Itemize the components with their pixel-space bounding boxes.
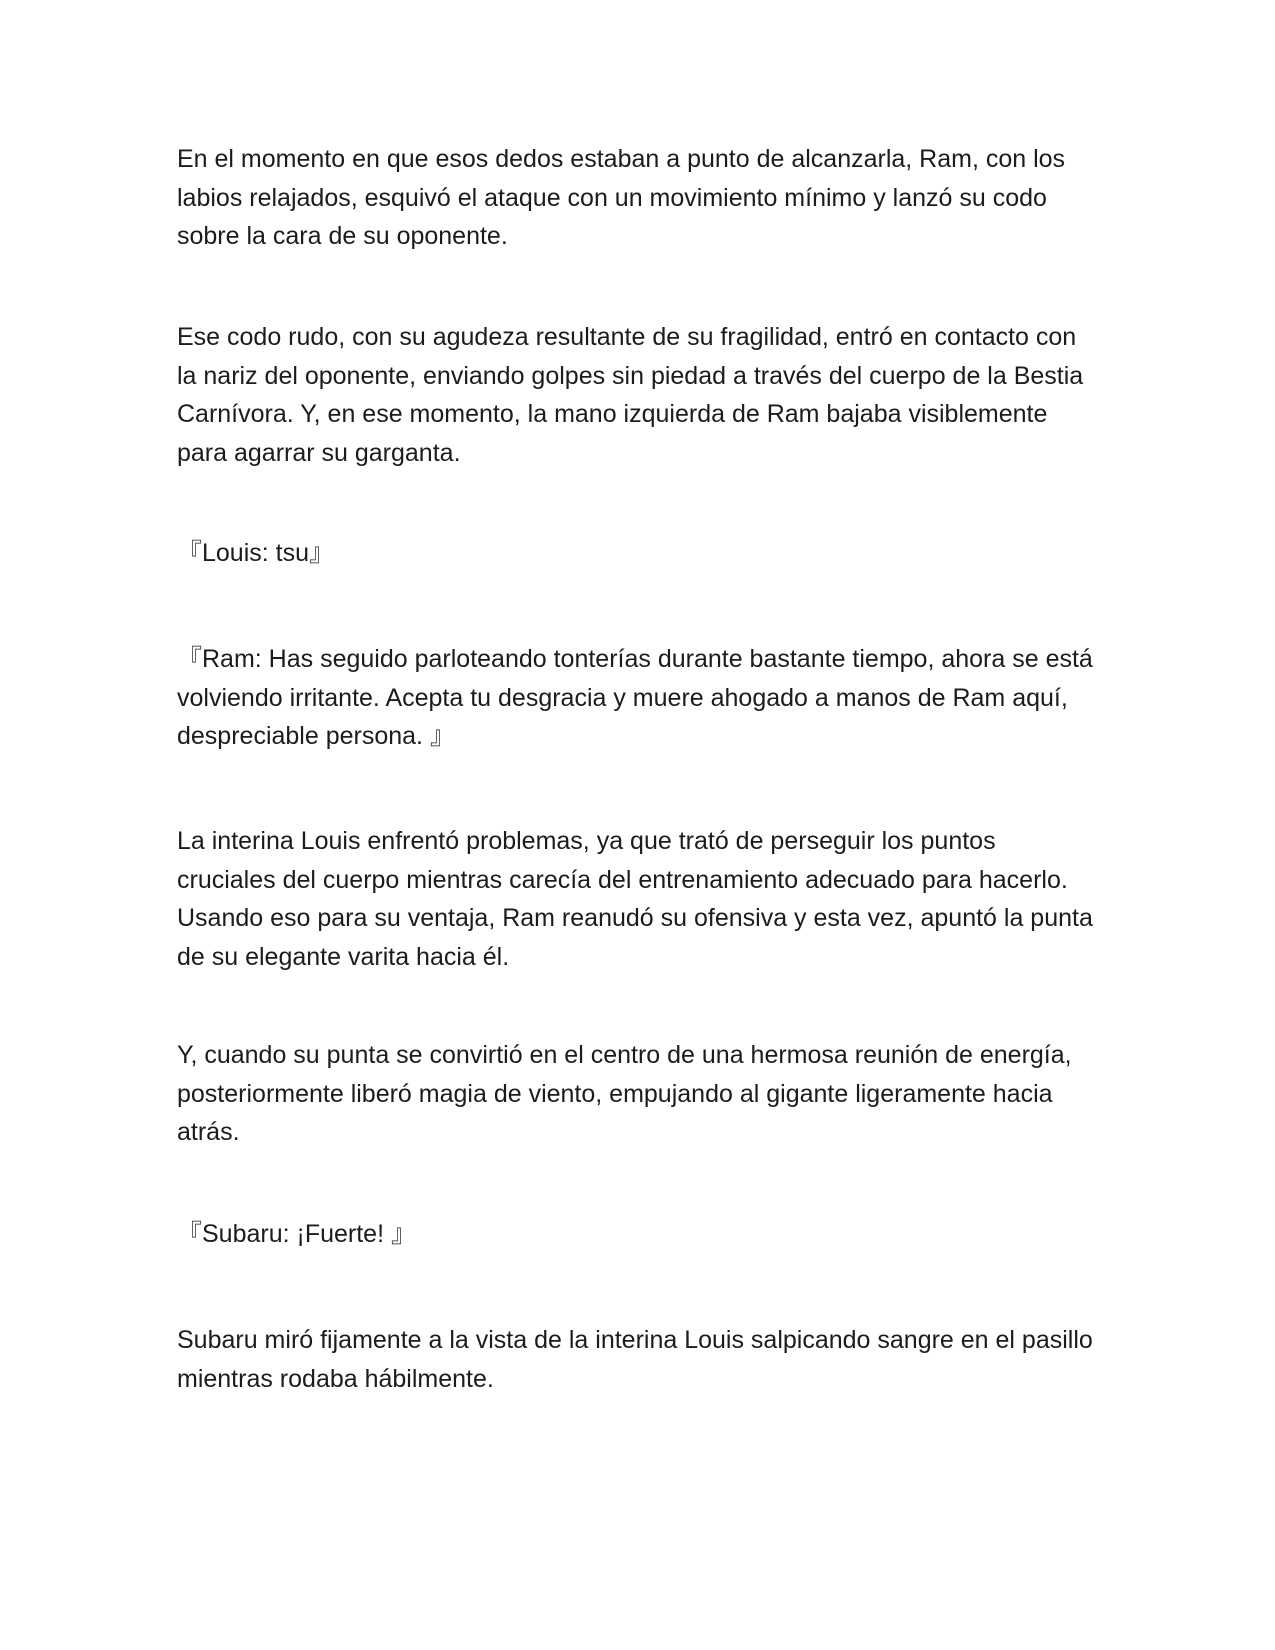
paragraph-2: Ese codo rudo, con su agudeza resultante de su fragilidad, entró en contacto con la nariz del oponente, enviando golpes sin piedad a través del cuerpo de la Bestia Carnívora. Y, en ese momento, la mano izquierda de Ram bajaba visiblemente para agarrar su garganta. xyxy=(177,323,1084,467)
paragraph-5: Subaru miró fijamente a la vista de la interina Louis salpicando sangre en el pasillo mientras rodaba hábilmente. xyxy=(177,1326,1093,1393)
dialogue-louis: 『Louis: tsu』 xyxy=(177,539,335,567)
paragraph-1: En el momento en que esos dedos estaban a punto de alcanzarla, Ram, con los labios relajados, esquivó el ataque con un movimiento mínimo y lanzó su codo sobre la cara de su oponente. xyxy=(177,145,1066,250)
paragraph-4: Y, cuando su punta se convirtió en el centro de una hermosa reunión de energía, posteriormente liberó magia de viento, empujando al gigante ligeramente hacia atrás. xyxy=(177,1041,1072,1146)
dialogue-ram: 『Ram: Has seguido parloteando tonterías durante bastante tiempo, ahora se está volviendo irritante. Acepta tu desgracia y muere ahogado a manos de Ram aquí, despreciable persona. 』 xyxy=(177,645,1093,750)
paragraph-3: La interina Louis enfrentó problemas, ya que trató de perseguir los puntos cruciales del cuerpo mientras carecía del entrenamiento adecuado para hacerlo. Usando eso para su ventaja, Ram reanudó su ofensiva y esta vez, apuntó la punta de su elegante varita hacia él. xyxy=(177,827,1093,971)
dialogue-subaru: 『Subaru: ¡Fuerte! 』 xyxy=(177,1220,416,1248)
